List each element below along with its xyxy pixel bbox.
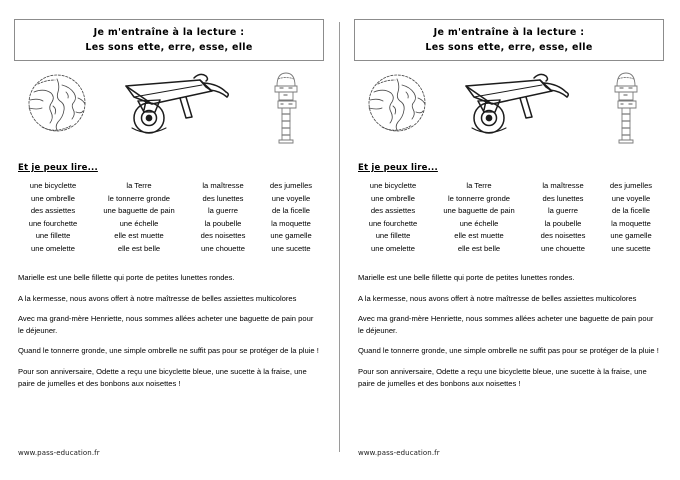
word-item: de la ficelle <box>272 206 310 216</box>
word-item: une ombrelle <box>31 193 75 203</box>
word-item: elle est muette <box>114 231 164 241</box>
word-column-2 <box>90 180 188 256</box>
word-item: des lunettes <box>202 193 244 203</box>
word-column-1 <box>356 180 430 256</box>
word-item: une gamelle <box>270 231 312 241</box>
word-item: des lunettes <box>542 193 584 203</box>
title-line-1: Je m'entraîne à la lecture : <box>433 27 585 38</box>
wheelbarrow-illustration <box>454 70 572 144</box>
section-heading: Et je peux lire... <box>358 163 438 173</box>
word-item: une bicyclette <box>369 181 417 190</box>
word-item: une gamelle <box>610 231 652 241</box>
word-list-grid <box>356 180 664 256</box>
page-divider <box>339 22 340 452</box>
word-item: une sucette <box>271 243 311 253</box>
title-line-2: Les sons ette, erre, esse, elle <box>85 42 253 53</box>
word-column-3 <box>528 180 598 256</box>
illustration-row <box>14 70 324 152</box>
sentence-item: Avec ma grand-mère Henriette, nous sommes allées acheter une baguette de pain pour le déjeuner. <box>358 314 654 335</box>
word-item: le tonnerre gronde <box>107 193 171 203</box>
word-item: la Terre <box>466 181 492 190</box>
sentence-item: Quand le tonnerre gronde, une simple ombrelle ne suffit pas pour se protéger de la pluie ! <box>358 346 659 356</box>
word-item: une sucette <box>611 243 651 253</box>
word-item: une omelette <box>371 243 415 253</box>
word-item: une bicyclette <box>29 181 77 190</box>
word-item: une fillette <box>375 231 411 241</box>
title-box <box>14 19 324 61</box>
worksheet-copy-right <box>340 0 680 480</box>
word-item: des jumelles <box>609 181 653 190</box>
sentence-item: Avec ma grand-mère Henriette, nous sommes allées acheter une baguette de pain pour le déjeuner. <box>18 314 314 335</box>
word-item: la maîtresse <box>542 181 584 190</box>
word-item: une fourchette <box>368 218 418 228</box>
word-item: la moquette <box>611 218 651 228</box>
sentence-item: Quand le tonnerre gronde, une simple ombrelle ne suffit pas pour se protéger de la pluie ! <box>18 346 319 356</box>
title-line-1: Je m'entraîne à la lecture : <box>93 27 245 38</box>
word-item: la guerre <box>548 206 578 216</box>
word-item: une baguette de pain <box>103 206 175 216</box>
ladder-illustration <box>269 70 303 148</box>
word-item: des jumelles <box>269 181 313 190</box>
word-column-4 <box>598 180 664 256</box>
word-item: une ombrelle <box>371 193 415 203</box>
sentence-item: A la kermesse, nous avons offert à notre maîtresse de belles assiettes multicolores <box>358 293 637 303</box>
word-item: une fillette <box>35 231 71 241</box>
word-column-4 <box>258 180 324 256</box>
title-line-2: Les sons ette, erre, esse, elle <box>425 42 593 53</box>
word-item: une omelette <box>31 243 75 253</box>
sentence-item: Pour son anniversaire, Odette a reçu une bicyclette bleue, une sucette à la fraise, une paire de jumelles et des bonbons aux noisettes ! <box>18 366 307 388</box>
word-item: une voyelle <box>611 193 651 203</box>
sentence-list <box>358 272 660 398</box>
word-item: la guerre <box>208 206 238 216</box>
footer-url: www.pass-education.fr <box>358 449 440 457</box>
word-item: de la ficelle <box>612 206 650 216</box>
word-item: des noisettes <box>540 231 586 241</box>
sentence-item: Marielle est une belle fillette qui porte de petites lunettes rondes. <box>358 273 575 282</box>
word-item: une baguette de pain <box>443 206 515 216</box>
word-item: une voyelle <box>271 193 311 203</box>
word-item: elle est belle <box>457 243 501 253</box>
sentence-item: Pour son anniversaire, Odette a reçu une bicyclette bleue, une sucette à la fraise, une paire de jumelles et des bonbons aux noisettes ! <box>358 366 647 388</box>
word-item: la poubelle <box>544 218 582 228</box>
word-item: la moquette <box>271 218 311 228</box>
word-item: la poubelle <box>204 218 242 228</box>
word-item: des assiettes <box>30 206 76 216</box>
word-item: des assiettes <box>370 206 416 216</box>
sentence-item: Marielle est une belle fillette qui porte de petites lunettes rondes. <box>18 273 235 282</box>
word-item: elle est belle <box>117 243 161 253</box>
sentence-item: A la kermesse, nous avons offert à notre maîtresse de belles assiettes multicolores <box>18 293 297 303</box>
word-item: une chouette <box>201 243 245 253</box>
globe-earth-illustration <box>24 70 90 140</box>
illustration-row <box>354 70 664 152</box>
word-item: une chouette <box>541 243 585 253</box>
word-item: le tonnerre gronde <box>447 193 511 203</box>
word-item: une échelle <box>119 218 159 228</box>
footer-url: www.pass-education.fr <box>18 449 100 457</box>
word-item: une fourchette <box>28 218 78 228</box>
word-item: elle est muette <box>454 231 504 241</box>
word-list-grid <box>16 180 324 256</box>
ladder-illustration <box>609 70 643 148</box>
globe-earth-illustration <box>364 70 430 140</box>
title-box <box>354 19 664 61</box>
word-column-3 <box>188 180 258 256</box>
word-column-2 <box>430 180 528 256</box>
word-column-1 <box>16 180 90 256</box>
wheelbarrow-illustration <box>114 70 232 144</box>
word-item: la maîtresse <box>202 181 244 190</box>
section-heading: Et je peux lire... <box>18 163 98 173</box>
word-item: une échelle <box>459 218 499 228</box>
word-item: des noisettes <box>200 231 246 241</box>
word-item: la Terre <box>126 181 152 190</box>
sentence-list <box>18 272 320 398</box>
